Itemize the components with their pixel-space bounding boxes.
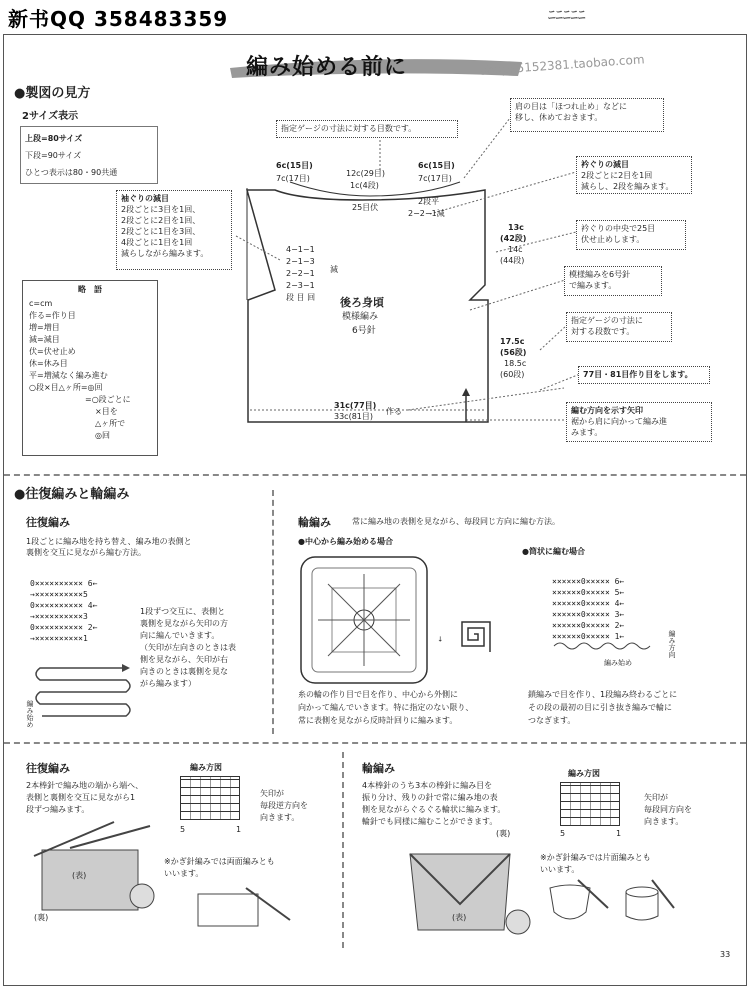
chart-row: →××××××××××3 bbox=[30, 612, 88, 621]
chart-title: 編み方図 bbox=[190, 763, 222, 772]
desc-line: 2本棒針で編み地の端から端へ、 bbox=[26, 781, 144, 790]
round-fabric-icons bbox=[548, 878, 678, 930]
abbr-item: ○段×目△ヶ所=◎回 bbox=[29, 383, 103, 392]
zigzag-direction-icon bbox=[26, 660, 136, 724]
round-note bbox=[540, 852, 651, 876]
chart-row: ××××××0××××× 2← bbox=[552, 621, 625, 630]
cast-on-note: 77目・81目作り目をします。 bbox=[578, 366, 710, 384]
body-needle: 6号針 bbox=[352, 326, 376, 336]
dim-label: 2段平 bbox=[418, 197, 440, 206]
abbr-item: 増=増目 bbox=[29, 323, 60, 332]
chart-title-2: 編み方図 bbox=[568, 769, 600, 778]
text-line: 常に表側を見ながら反時計回りに編みます。 bbox=[298, 716, 458, 725]
note-line: みます。 bbox=[571, 428, 603, 437]
note-line: 肩の目は「ほつれ止め」などに bbox=[515, 102, 627, 111]
chart-row: →××××××××××1 bbox=[30, 634, 88, 643]
watermark-text: 新书QQ 358483359 bbox=[8, 7, 229, 31]
watermark-url: shop35152381.taobao.com bbox=[479, 52, 645, 78]
dim-label: 7c(17目) bbox=[276, 174, 310, 183]
armhole-title: 袖ぐりの減目 bbox=[121, 194, 169, 203]
abbr-item: ◎回 bbox=[95, 431, 110, 440]
granny-square-chart bbox=[298, 554, 430, 686]
note-line: 対する段数です。 bbox=[571, 327, 635, 336]
chart-row: ××××××0××××× 3← bbox=[552, 610, 625, 619]
note-line: 減らしながら編みます。 bbox=[121, 249, 209, 258]
chart-row: →××××××××××5 bbox=[30, 590, 88, 599]
flat-arrow-note bbox=[260, 788, 308, 824]
round-knitting-desc: 常に編み地の表側を見ながら、毎段同じ方向に編む方法。 bbox=[352, 517, 560, 526]
arrow-direction-note bbox=[566, 402, 712, 442]
spiral-icon bbox=[448, 610, 500, 660]
size-legend-line: 下段=90サイズ bbox=[25, 151, 82, 160]
dec-row: 2−1−3 bbox=[286, 257, 315, 266]
front-label-2: (表) bbox=[452, 913, 467, 922]
text-line: 鎖編みで目を作り、1段編み終わるごとに bbox=[528, 690, 678, 699]
gauge-note: 指定ゲージの寸法に対する目数です。 bbox=[276, 120, 458, 138]
desc-line: 側を見ながらぐるぐる輪状に編みます。 bbox=[362, 805, 506, 814]
page-title: 編み始める前に bbox=[246, 55, 408, 80]
abbr-item: =○段ごとに bbox=[85, 395, 131, 404]
dim-label: 31c(77目) bbox=[334, 401, 377, 410]
start-label: 編み始め bbox=[26, 700, 34, 728]
text-line: 毎段逆方向を bbox=[260, 801, 308, 810]
text-line: 1段ずつ交互に、表側と bbox=[140, 607, 226, 616]
desc-line: 輪針でも同様に編むことができます。 bbox=[362, 817, 498, 826]
center-start-text bbox=[298, 688, 473, 727]
note-line: 2段ごとに2目を1回、 bbox=[121, 216, 201, 225]
body-pattern: 模様編み bbox=[342, 312, 379, 322]
section-heading-draft: ●製図の見方 bbox=[14, 86, 91, 101]
text-line: 糸の輪の作り目で目を作り、中心から外側に bbox=[298, 690, 458, 699]
chart-number: 5 bbox=[180, 825, 186, 834]
chart-row: ××××××0××××× 4← bbox=[552, 599, 625, 608]
arrow-note-title: 編む方向を示す矢印 bbox=[571, 406, 643, 415]
note-line: 2段ごとに2目を1回 bbox=[581, 171, 653, 180]
dim-label: 7c(17目) bbox=[418, 174, 452, 183]
divider bbox=[342, 752, 344, 948]
text-line: 毎段同方向を bbox=[644, 805, 692, 814]
flat-knitting-illustration bbox=[30, 820, 160, 920]
neck-dec-title: 衿ぐりの減目 bbox=[581, 160, 629, 169]
tube-title: ●筒状に編む場合 bbox=[522, 547, 585, 556]
abbr-item: 休=休み目 bbox=[29, 359, 68, 368]
flat-chart-grid bbox=[180, 776, 240, 820]
flat-knitting-title-2: 往復編み bbox=[26, 762, 70, 775]
abbr-item: △ヶ所で bbox=[95, 419, 126, 428]
chart-row: ××××××0××××× 1← bbox=[552, 632, 625, 641]
desc-line: 4本棒針のうち3本の棒針に編み目を bbox=[362, 781, 493, 790]
round-chart-grid bbox=[560, 782, 620, 826]
text-line: いいます。 bbox=[164, 869, 204, 878]
dim-label: (44段) bbox=[500, 256, 525, 265]
desc-line: 表側と裏側を交互に見ながら1 bbox=[26, 793, 136, 802]
text-line: 向きます。 bbox=[260, 813, 300, 822]
text-line: （矢印が左向きのときは表 bbox=[140, 643, 236, 652]
corner-marks: ﾆﾆﾆﾆﾆ bbox=[548, 6, 586, 24]
round-knitting-title-2: 輪編み bbox=[362, 762, 395, 775]
chart-number: 1 bbox=[616, 829, 622, 838]
round-knitting-title: 輪編み bbox=[298, 516, 331, 529]
note-line: 移し、休めておきます。 bbox=[515, 113, 603, 122]
dim-label: 減 bbox=[330, 265, 338, 274]
dim-label: 14c bbox=[508, 245, 523, 254]
tube-stitch-chart bbox=[552, 576, 624, 642]
text-line: 向きのときは裏側を見な bbox=[140, 667, 228, 676]
text-line: つなぎます。 bbox=[528, 716, 576, 725]
abbr-item: 作る=作り目 bbox=[29, 311, 76, 320]
dim-label: 25目伏 bbox=[352, 203, 379, 212]
chart-row: 0×××××××××× 2← bbox=[30, 623, 98, 632]
abbr-item: 伏=伏せ止め bbox=[29, 347, 76, 356]
sizes-title: 2サイズ表示 bbox=[22, 111, 79, 122]
flat-stitch-chart bbox=[30, 578, 97, 644]
note-line: 2段ごとに1目を3回、 bbox=[121, 227, 201, 236]
round-arrow-note bbox=[644, 792, 692, 828]
dim-label: 17.5c bbox=[500, 337, 525, 346]
tube-start-label: 編み始め bbox=[604, 659, 632, 667]
note-line: 衿ぐりの中央で25目 bbox=[581, 224, 656, 233]
text-line: ※かぎ針編みでは片面編みとも bbox=[540, 853, 651, 862]
flat-knitting-text bbox=[140, 606, 236, 690]
dec-row: 4−1−1 bbox=[286, 245, 315, 254]
body-title: 後ろ身頃 bbox=[340, 296, 384, 309]
flat-note bbox=[164, 856, 275, 880]
text-line: 側を見ながら、矢印が右 bbox=[140, 655, 228, 664]
dim-label: (42段) bbox=[500, 234, 527, 243]
arrow-icon: → bbox=[436, 636, 444, 642]
dec-row: 2−2−1 bbox=[286, 269, 315, 278]
divider bbox=[272, 490, 274, 734]
dim-label: 作る bbox=[386, 407, 402, 416]
needle-note bbox=[564, 266, 662, 296]
abbr-item: 平=増減なく編み進む bbox=[29, 371, 108, 380]
round-knitting-illustration bbox=[404, 834, 534, 944]
note-line: 裾から肩に向かって編み進 bbox=[571, 417, 667, 426]
flat-knitting-desc bbox=[26, 536, 192, 558]
page-number: 33 bbox=[720, 950, 731, 959]
flat-fabric-icon bbox=[196, 884, 292, 928]
back-label-2: (裏) bbox=[496, 829, 511, 838]
dim-label: 13c bbox=[508, 223, 524, 232]
back-label: (裏) bbox=[34, 913, 49, 922]
text-line: 裏側を見ながら矢印の方 bbox=[140, 619, 228, 628]
flat-knitting-desc-2 bbox=[26, 780, 143, 816]
dec-row: 2−3−1 bbox=[286, 281, 315, 290]
desc-line: 1段ごとに編み地を持ち替え、編み地の表側と bbox=[26, 537, 192, 546]
abbr-item: 減=減目 bbox=[29, 335, 60, 344]
text-line: 向に編んでいきます。 bbox=[140, 631, 220, 640]
note-line: 伏せ止めします。 bbox=[581, 235, 645, 244]
desc-line: 振り分け、残りの針で常に編み地の表 bbox=[362, 793, 498, 802]
abbr-item: c=cm bbox=[29, 299, 53, 308]
note-line: 4段ごとに1目を1回 bbox=[121, 238, 193, 247]
desc-line: 段ずつ編みます。 bbox=[26, 805, 90, 814]
divider bbox=[4, 742, 746, 744]
chart-row: 0×××××××××× 4← bbox=[30, 601, 98, 610]
dim-label: (60段) bbox=[500, 370, 525, 379]
section-heading-flat-round: ●往復編みと輪編み bbox=[14, 487, 130, 502]
dec-row: 段 目 回 bbox=[286, 293, 316, 302]
divider bbox=[4, 474, 746, 476]
text-line: その段の最初の目に引き抜き編みで輪に bbox=[528, 703, 672, 712]
text-line: 矢印が bbox=[644, 793, 668, 802]
note-line: 減らし、2段を編みます。 bbox=[581, 182, 674, 191]
dim-label: 6c(15目) bbox=[418, 161, 455, 170]
dim-label: 33c(81目) bbox=[334, 412, 373, 421]
text-line: ※かぎ針編みでは両面編みとも bbox=[164, 857, 275, 866]
rows-note bbox=[566, 312, 672, 342]
text-line: いいます。 bbox=[540, 865, 580, 874]
note-line: 模様編みを6号針 bbox=[569, 270, 631, 279]
tube-text bbox=[528, 688, 677, 727]
neck-center-note bbox=[576, 220, 686, 250]
flat-knitting-title: 往復編み bbox=[26, 516, 70, 529]
text-line: 向きます。 bbox=[644, 817, 684, 826]
neck-decrease-note bbox=[576, 156, 692, 194]
dim-label: (56段) bbox=[500, 348, 527, 357]
chart-row: ××××××0××××× 6← bbox=[552, 577, 625, 586]
chart-row: 0×××××××××× 6← bbox=[30, 579, 98, 588]
chart-number: 5 bbox=[560, 829, 566, 838]
abbr-title: 略 語 bbox=[78, 285, 102, 294]
size-legend-line: ひとつ表示は80・90共通 bbox=[25, 168, 118, 177]
chain-row bbox=[552, 640, 662, 652]
dim-label: 6c(15目) bbox=[276, 161, 313, 170]
front-label: (表) bbox=[72, 871, 87, 880]
desc-line: 裏側を交互に見ながら編む方法。 bbox=[26, 548, 146, 557]
dim-label: 1c(4段) bbox=[350, 181, 379, 190]
note-line: で編みます。 bbox=[569, 281, 617, 290]
center-start-title: ●中心から編み始める場合 bbox=[298, 537, 393, 546]
note-line: 指定ゲージの寸法に bbox=[571, 316, 643, 325]
dim-label: 2−2−1減 bbox=[408, 209, 445, 218]
dim-label: 12c(29目) bbox=[346, 169, 385, 178]
dim-label: 18.5c bbox=[504, 359, 527, 368]
chart-number: 1 bbox=[236, 825, 242, 834]
armhole-dec-table bbox=[286, 244, 315, 304]
chart-row: ××××××0××××× 5← bbox=[552, 588, 625, 597]
text-line: 矢印が bbox=[260, 789, 284, 798]
abbr-item: ×目を bbox=[95, 407, 118, 416]
text-line: がら編みます） bbox=[140, 679, 196, 688]
note-line: 2段ごとに3目を1回、 bbox=[121, 205, 201, 214]
shoulder-note bbox=[510, 98, 664, 132]
tube-direction-label: 編み方向 bbox=[668, 630, 676, 658]
round-knitting-desc-2 bbox=[362, 780, 505, 828]
size-legend-line: 上段=80サイズ bbox=[25, 134, 83, 143]
text-line: 向かって編んでいきます。特に指定のない限り、 bbox=[298, 703, 474, 712]
